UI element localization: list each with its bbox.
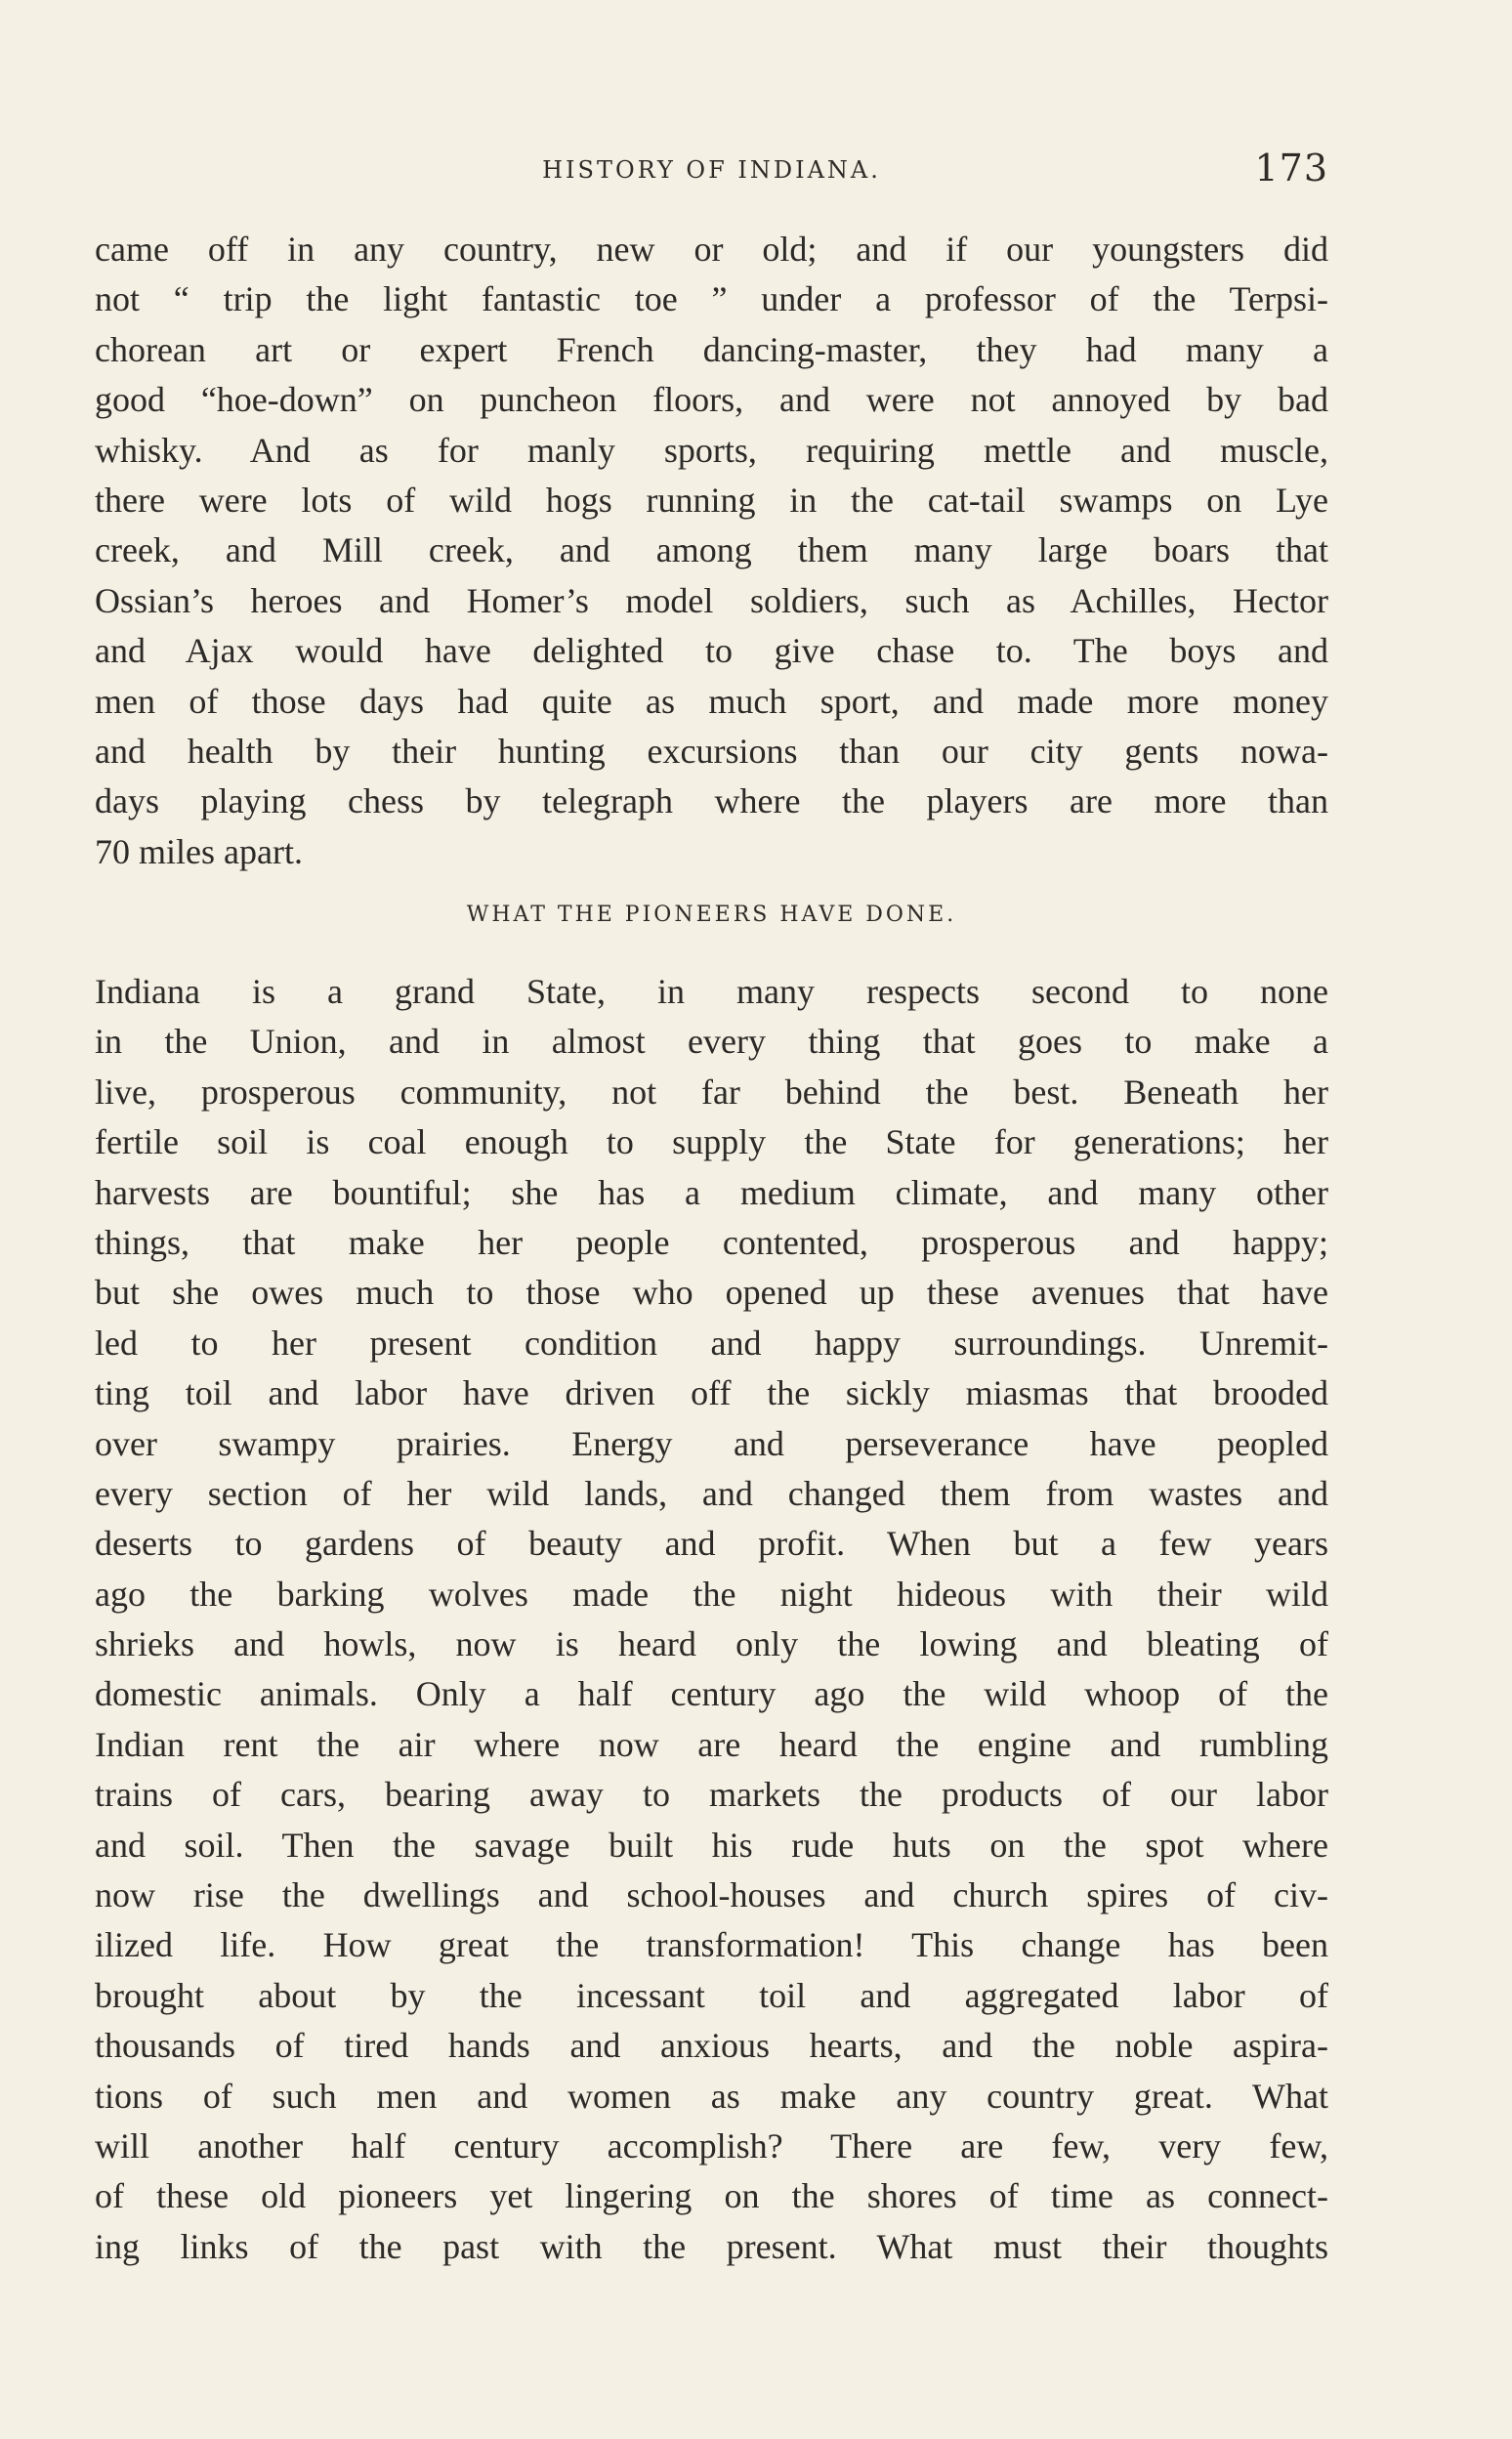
text-line: and health by their hunting excursions than our city gents nowa-: [95, 731, 1328, 771]
text-line: 70 miles apart.: [95, 831, 303, 871]
text-line: good “hoe-down” on puncheon floors, and were not annoyed by bad: [95, 380, 1328, 420]
text-line: and Ajax would have delighted to give chase to. The boys and: [95, 631, 1328, 671]
text-line: chorean art or expert French dancing-master, they had many a: [95, 329, 1328, 369]
text-line: every section of her wild lands, and changed them from wastes and: [95, 1473, 1328, 1513]
text-line: shrieks and howls, now is heard only the lowing and bleating of: [95, 1624, 1328, 1664]
text-line: there were lots of wild hogs running in the cat-tail swamps on Lye: [95, 480, 1328, 520]
text-line: live, prosperous community, not far behind the best. Beneath her: [95, 1072, 1328, 1112]
text-line: things, that make her people contented, prosperous and happy;: [95, 1222, 1328, 1262]
text-line: days playing chess by telegraph where the players are more than: [95, 781, 1328, 821]
text-line: harvests are bountiful; she has a medium climate, and many other: [95, 1172, 1328, 1212]
section-heading: WHAT THE PIONEERS HAVE DONE.: [466, 903, 957, 927]
text-line: whisky. And as for manly sports, requiring mettle and muscle,: [95, 430, 1328, 470]
paragraph-one: [95, 225, 1328, 877]
text-line: ago the barking wolves made the night hideous with their wild: [95, 1574, 1328, 1614]
text-line: now rise the dwellings and school-houses and church spires of civ-: [95, 1875, 1328, 1915]
text-line: tions of such men and women as make any country great. What: [95, 2076, 1328, 2116]
text-line: Ossian’s heroes and Homer’s model soldiers, such as Achilles, Hector: [95, 580, 1328, 620]
text-line: of these old pioneers yet lingering on the shores of time as connect-: [95, 2176, 1328, 2216]
text-line: men of those days had quite as much sport, and made more money: [95, 681, 1328, 721]
text-line: Indian rent the air where now are heard the engine and rumbling: [95, 1724, 1328, 1764]
page-number: 173: [1254, 147, 1328, 189]
page-header: [95, 147, 1328, 193]
text-line: and soil. Then the savage built his rude huts on the spot where: [95, 1825, 1328, 1865]
text-line: creek, and Mill creek, and among them many large boars that: [95, 530, 1328, 570]
text-line: ting toil and labor have driven off the sickly miasmas that brooded: [95, 1373, 1328, 1413]
text-line: came off in any country, new or old; and if our youngsters did: [95, 230, 1328, 269]
text-line: brought about by the incessant toil and aggregated labor of: [95, 1975, 1328, 2015]
text-line: Indiana is a grand State, in many respects second to none: [95, 972, 1328, 1011]
text-line: not “ trip the light fantastic toe ” under a professor of the Terpsi-: [95, 279, 1328, 319]
text-line: fertile soil is coal enough to supply the State for generations; her: [95, 1122, 1328, 1162]
paragraph-two: [95, 967, 1328, 2272]
text-line: in the Union, and in almost every thing that goes to make a: [95, 1022, 1328, 1062]
text-line: over swampy prairies. Energy and perseverance have peopled: [95, 1423, 1328, 1463]
text-line: will another half century accomplish? There are few, very few,: [95, 2125, 1328, 2166]
running-head: HISTORY OF INDIANA.: [542, 156, 881, 184]
text-line: ilized life. How great the transformation! This change has been: [95, 1925, 1328, 1965]
text-line: but she owes much to those who opened up these avenues that have: [95, 1273, 1328, 1313]
text-line: domestic animals. Only a half century ago the wild whoop of the: [95, 1674, 1328, 1714]
text-line: thousands of tired hands and anxious hearts, and the noble aspira-: [95, 2026, 1328, 2066]
text-line: deserts to gardens of beauty and profit. When but a few years: [95, 1524, 1328, 1564]
text-line: trains of cars, bearing away to markets the products of our labor: [95, 1775, 1328, 1815]
text-line: led to her present condition and happy surroundings. Unremit-: [95, 1323, 1328, 1363]
text-line: ing links of the past with the present. What must their thoughts: [95, 2226, 1328, 2266]
